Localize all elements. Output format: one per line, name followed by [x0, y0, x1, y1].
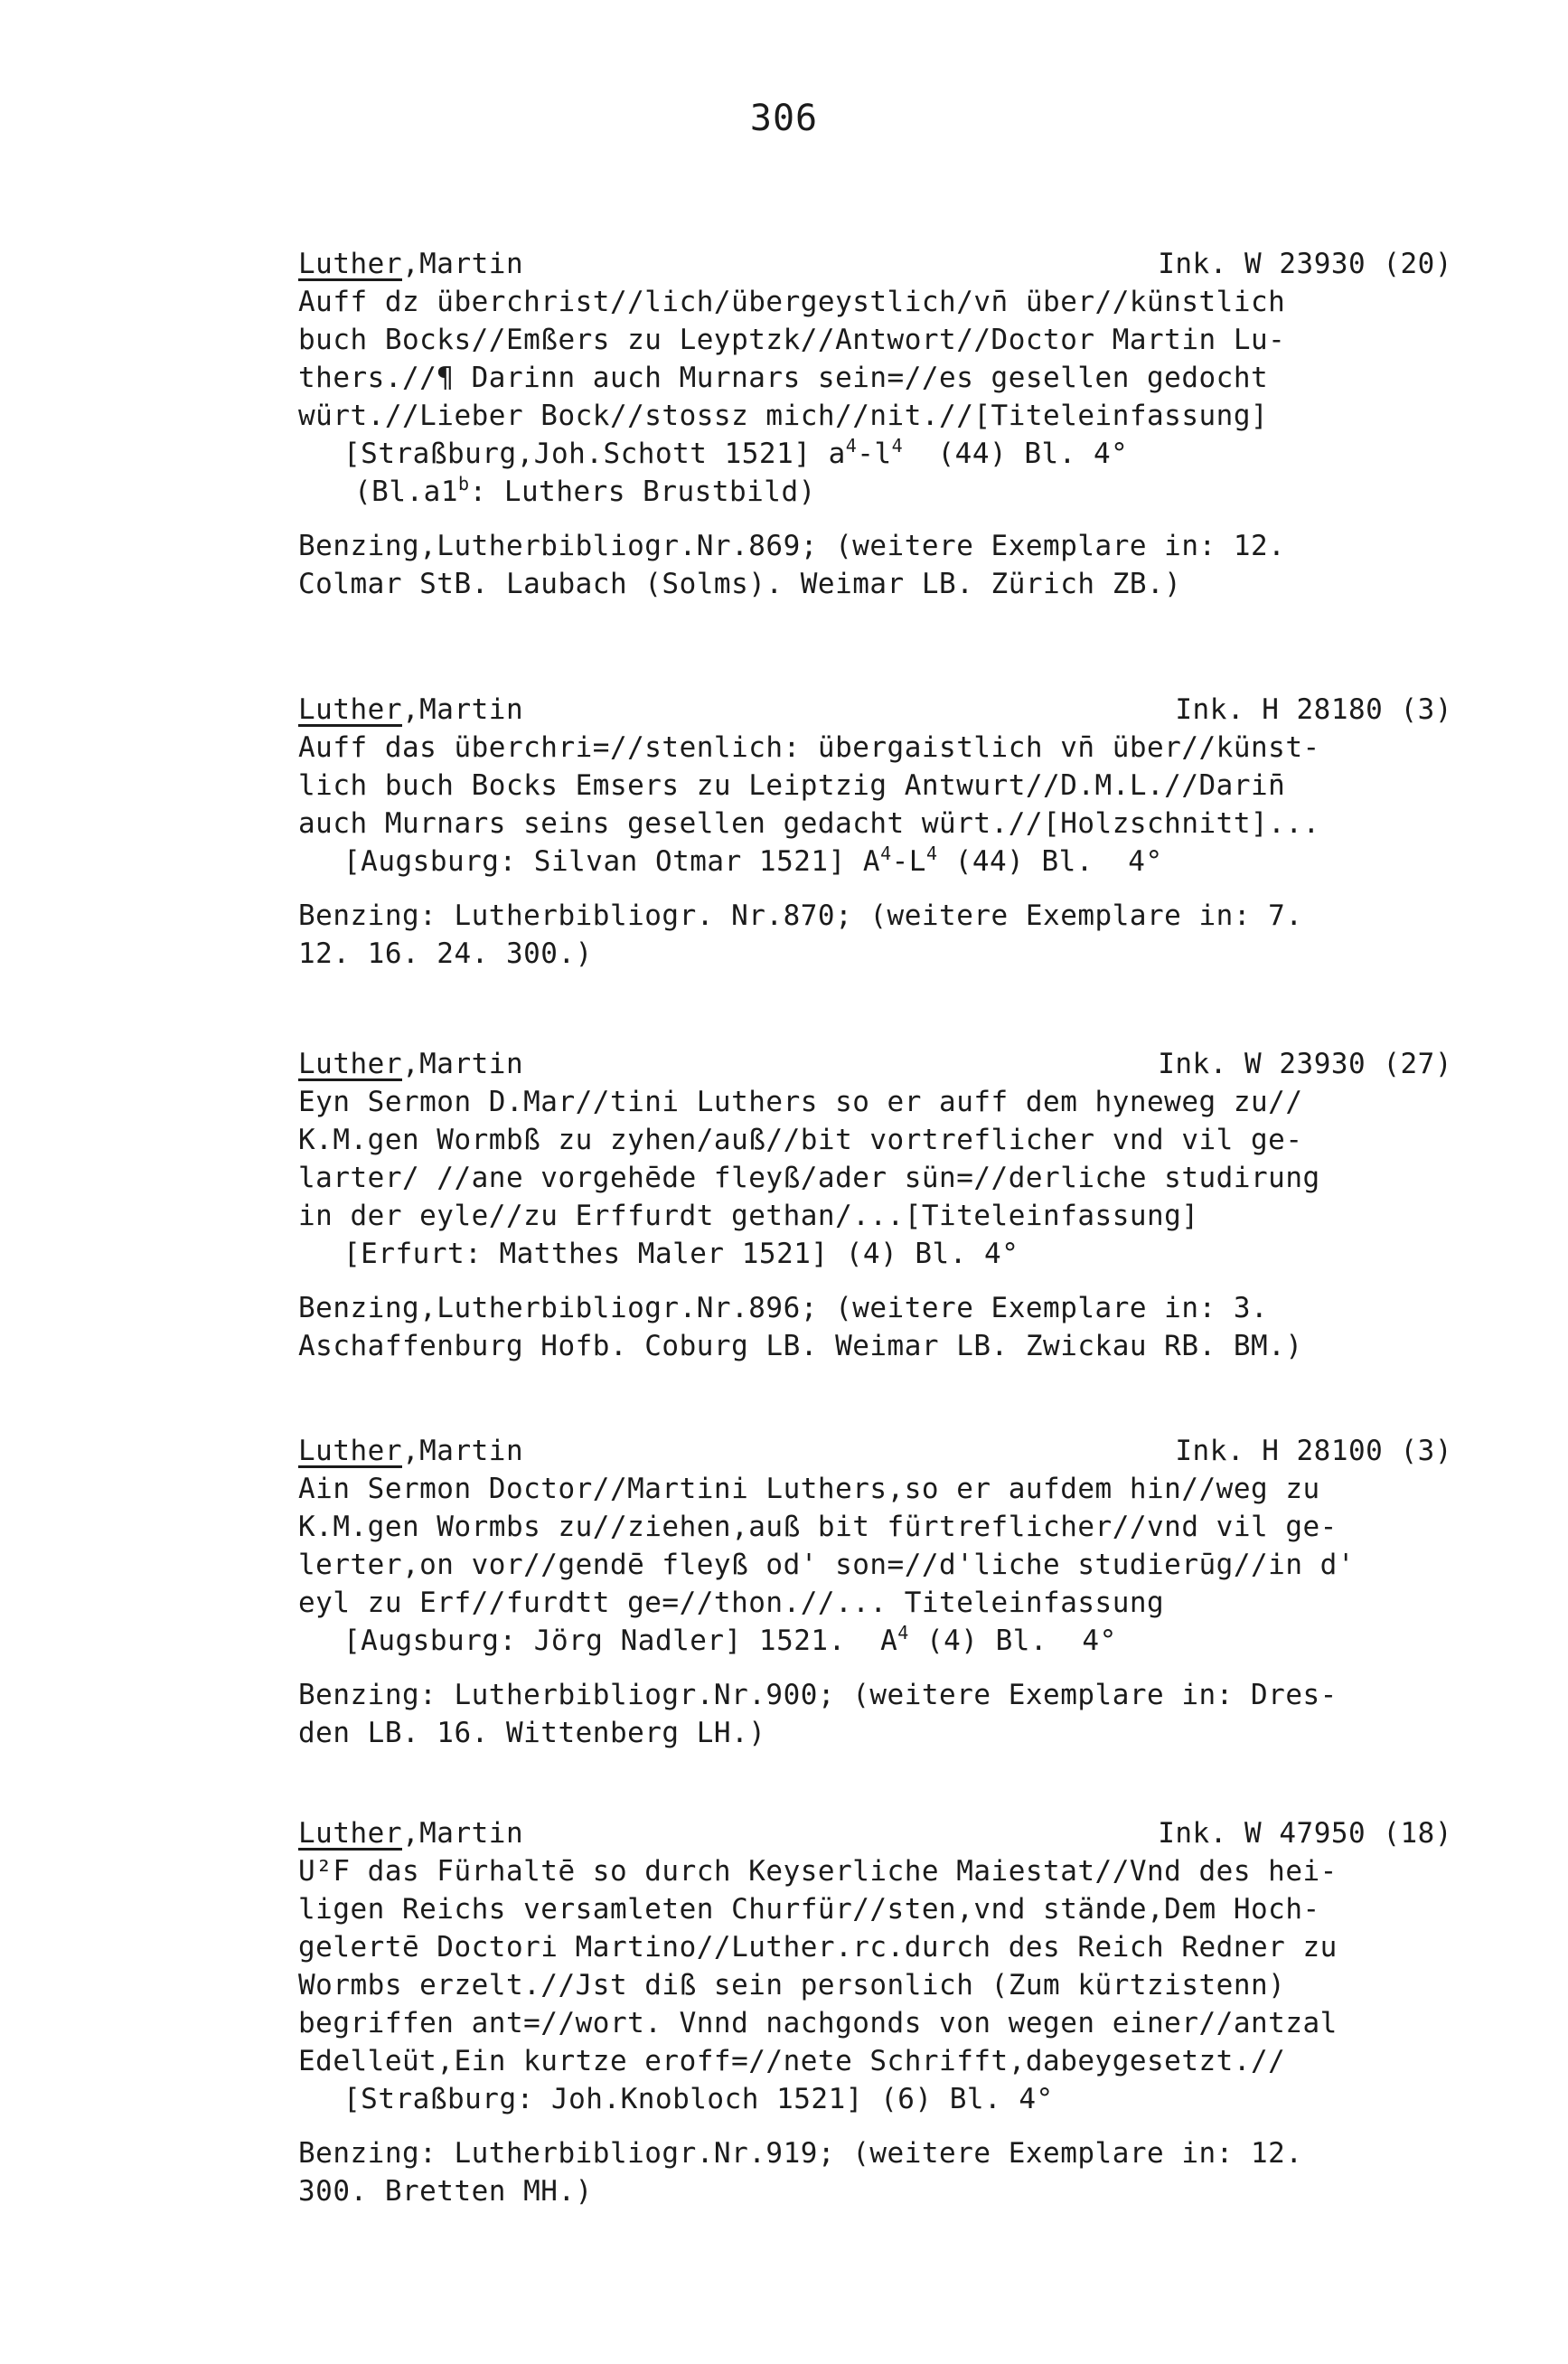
imprint-line: [Straßburg,Joh.Schott 1521] $a^4-l^4$ (44) Bl. 4°: [343, 435, 1129, 470]
entry-author: Luther,Martin: [298, 693, 524, 726]
title-line: begriffen ant=//wort. Vnnd nachgonds von wegen einer//antzal: [298, 2007, 1338, 2039]
title-line: K.M.gen Wormbs zu//ziehen,auß bit fürtreflicher//vnd vil ge-: [298, 1511, 1338, 1543]
catalog-entry: [298, 1814, 1473, 2210]
entry-heading: [298, 245, 1452, 283]
note-line: (Bl.a1$^b$: Luthers Brustbild): [354, 473, 816, 508]
catalog-entry: [298, 1045, 1473, 1365]
title-line: Wormbs erzelt.//Jst diß sein personlich (Zum kürtzistenn): [298, 1969, 1286, 2001]
benzing-line: Benzing: Lutherbibliogr.Nr.900; (weitere Exemplare in: Dres-: [298, 1679, 1338, 1711]
benzing-line: Benzing: Lutherbibliogr.Nr.919; (weitere Exemplare in: 12.: [298, 2137, 1303, 2170]
entry-heading: [298, 691, 1452, 729]
title-line: gelertē Doctori Martino//Luther.rc.durch des Reich Redner zu: [298, 1931, 1338, 1964]
title-line: larter/ //ane vorgehēde fleyß/ader sün=//derliche studirung: [298, 1162, 1320, 1194]
title-line: U²F das Fürhaltē so durch Keyserliche Maiestat//Vnd des hei-: [298, 1855, 1338, 1888]
title-line: Eyn Sermon D.Mar//tini Luthers so er auff dem hyneweg zu//: [298, 1086, 1303, 1118]
title-line: lerter,on vor//gendē fleyß od' son=//d'liche studierūg//in d': [298, 1549, 1355, 1581]
title-line: auch Murnars seins gesellen gedacht würt.//[Holzschnitt]...: [298, 807, 1320, 840]
benzing-line: den LB. 16. Wittenberg LH.): [298, 1717, 766, 1749]
benzing-line: 300. Bretten MH.): [298, 2175, 593, 2208]
entry-ink-number: Ink. W 23930 (27): [1158, 1048, 1452, 1080]
entry-author: Luther,Martin: [298, 1048, 524, 1080]
title-line: ligen Reichs versamleten Churfür//sten,vnd stände,Dem Hoch-: [298, 1893, 1320, 1926]
title-line: in der eyle//zu Erffurdt gethan/...[Titeleinfassung]: [298, 1200, 1199, 1232]
title-line: Auff das überchri=//stenlich: übergaistlich vn̄ über//künst-: [298, 731, 1320, 764]
entry-ink-number: Ink. H 28100 (3): [1175, 1435, 1452, 1467]
catalog-entry: [298, 691, 1473, 973]
title-line: Ain Sermon Doctor//Martini Luthers,so er aufdem hin//weg zu: [298, 1473, 1320, 1505]
entry-ink-number: Ink. W 47950 (18): [1158, 1817, 1452, 1850]
title-line: K.M.gen Wormbß zu zyhen/auß//bit vortreflicher vnd vil ge-: [298, 1124, 1303, 1156]
title-line: buch Bocks//Emßers zu Leyptzk//Antwort//Doctor Martin Lu-: [298, 324, 1286, 356]
benzing-line: 12. 16. 24. 300.): [298, 937, 593, 970]
entry-author: Luther,Martin: [298, 1435, 524, 1467]
benzing-line: Benzing,Lutherbibliogr.Nr.896; (weitere Exemplare in: 3.: [298, 1292, 1269, 1324]
entry-author: Luther,Martin: [298, 248, 524, 280]
page-number: 306: [749, 98, 819, 139]
entry-ink-number: Ink. W 23930 (20): [1158, 248, 1452, 280]
entry-heading: [298, 1045, 1452, 1083]
catalog-entry: [298, 245, 1473, 603]
benzing-line: Benzing: Lutherbibliogr. Nr.870; (weitere Exemplare in: 7.: [298, 899, 1303, 932]
title-line: Edelleüt,Ein kurtze eroff=//nete Schrifft,dabeygesetzt.//: [298, 2045, 1286, 2077]
entry-heading: [298, 1432, 1452, 1470]
catalog-entry: [298, 1432, 1473, 1752]
title-line: eyl zu Erf//furdtt ge=//thon.//... Titeleinfassung: [298, 1587, 1165, 1619]
title-line: thers.//¶ Darinn auch Murnars sein=//es gesellen gedocht: [298, 362, 1269, 394]
imprint-line: [Augsburg: Jörg Nadler] 1521. $A^4$ (4) Bl. 4°: [343, 1622, 1117, 1657]
benzing-line: Aschaffenburg Hofb. Coburg LB. Weimar LB. Zwickau RB. BM.): [298, 1330, 1303, 1362]
entry-ink-number: Ink. H 28180 (3): [1175, 693, 1452, 726]
title-line: Auff dz überchrist//lich/übergeystlich/vn̄ über//künstlich: [298, 286, 1286, 318]
entry-heading: [298, 1814, 1452, 1852]
imprint-line: [Augsburg: Silvan Otmar 1521] $A^4-L^4$ (44) Bl. 4°: [343, 843, 1163, 878]
entry-author: Luther,Martin: [298, 1817, 524, 1850]
imprint-line: [Straßburg: Joh.Knobloch 1521] (6) Bl. 4°: [343, 2083, 1054, 2115]
title-line: lich buch Bocks Emsers zu Leiptzig Antwurt//D.M.L.//Darin̄: [298, 769, 1286, 802]
title-line: würt.//Lieber Bock//stossz mich//nit.//[Titeleinfassung]: [298, 400, 1269, 432]
imprint-line: [Erfurt: Matthes Maler 1521] (4) Bl. 4°: [343, 1238, 1019, 1270]
benzing-line: Benzing,Lutherbibliogr.Nr.869; (weitere Exemplare in: 12.: [298, 530, 1286, 562]
benzing-line: Colmar StB. Laubach (Solms). Weimar LB. Zürich ZB.): [298, 568, 1182, 600]
